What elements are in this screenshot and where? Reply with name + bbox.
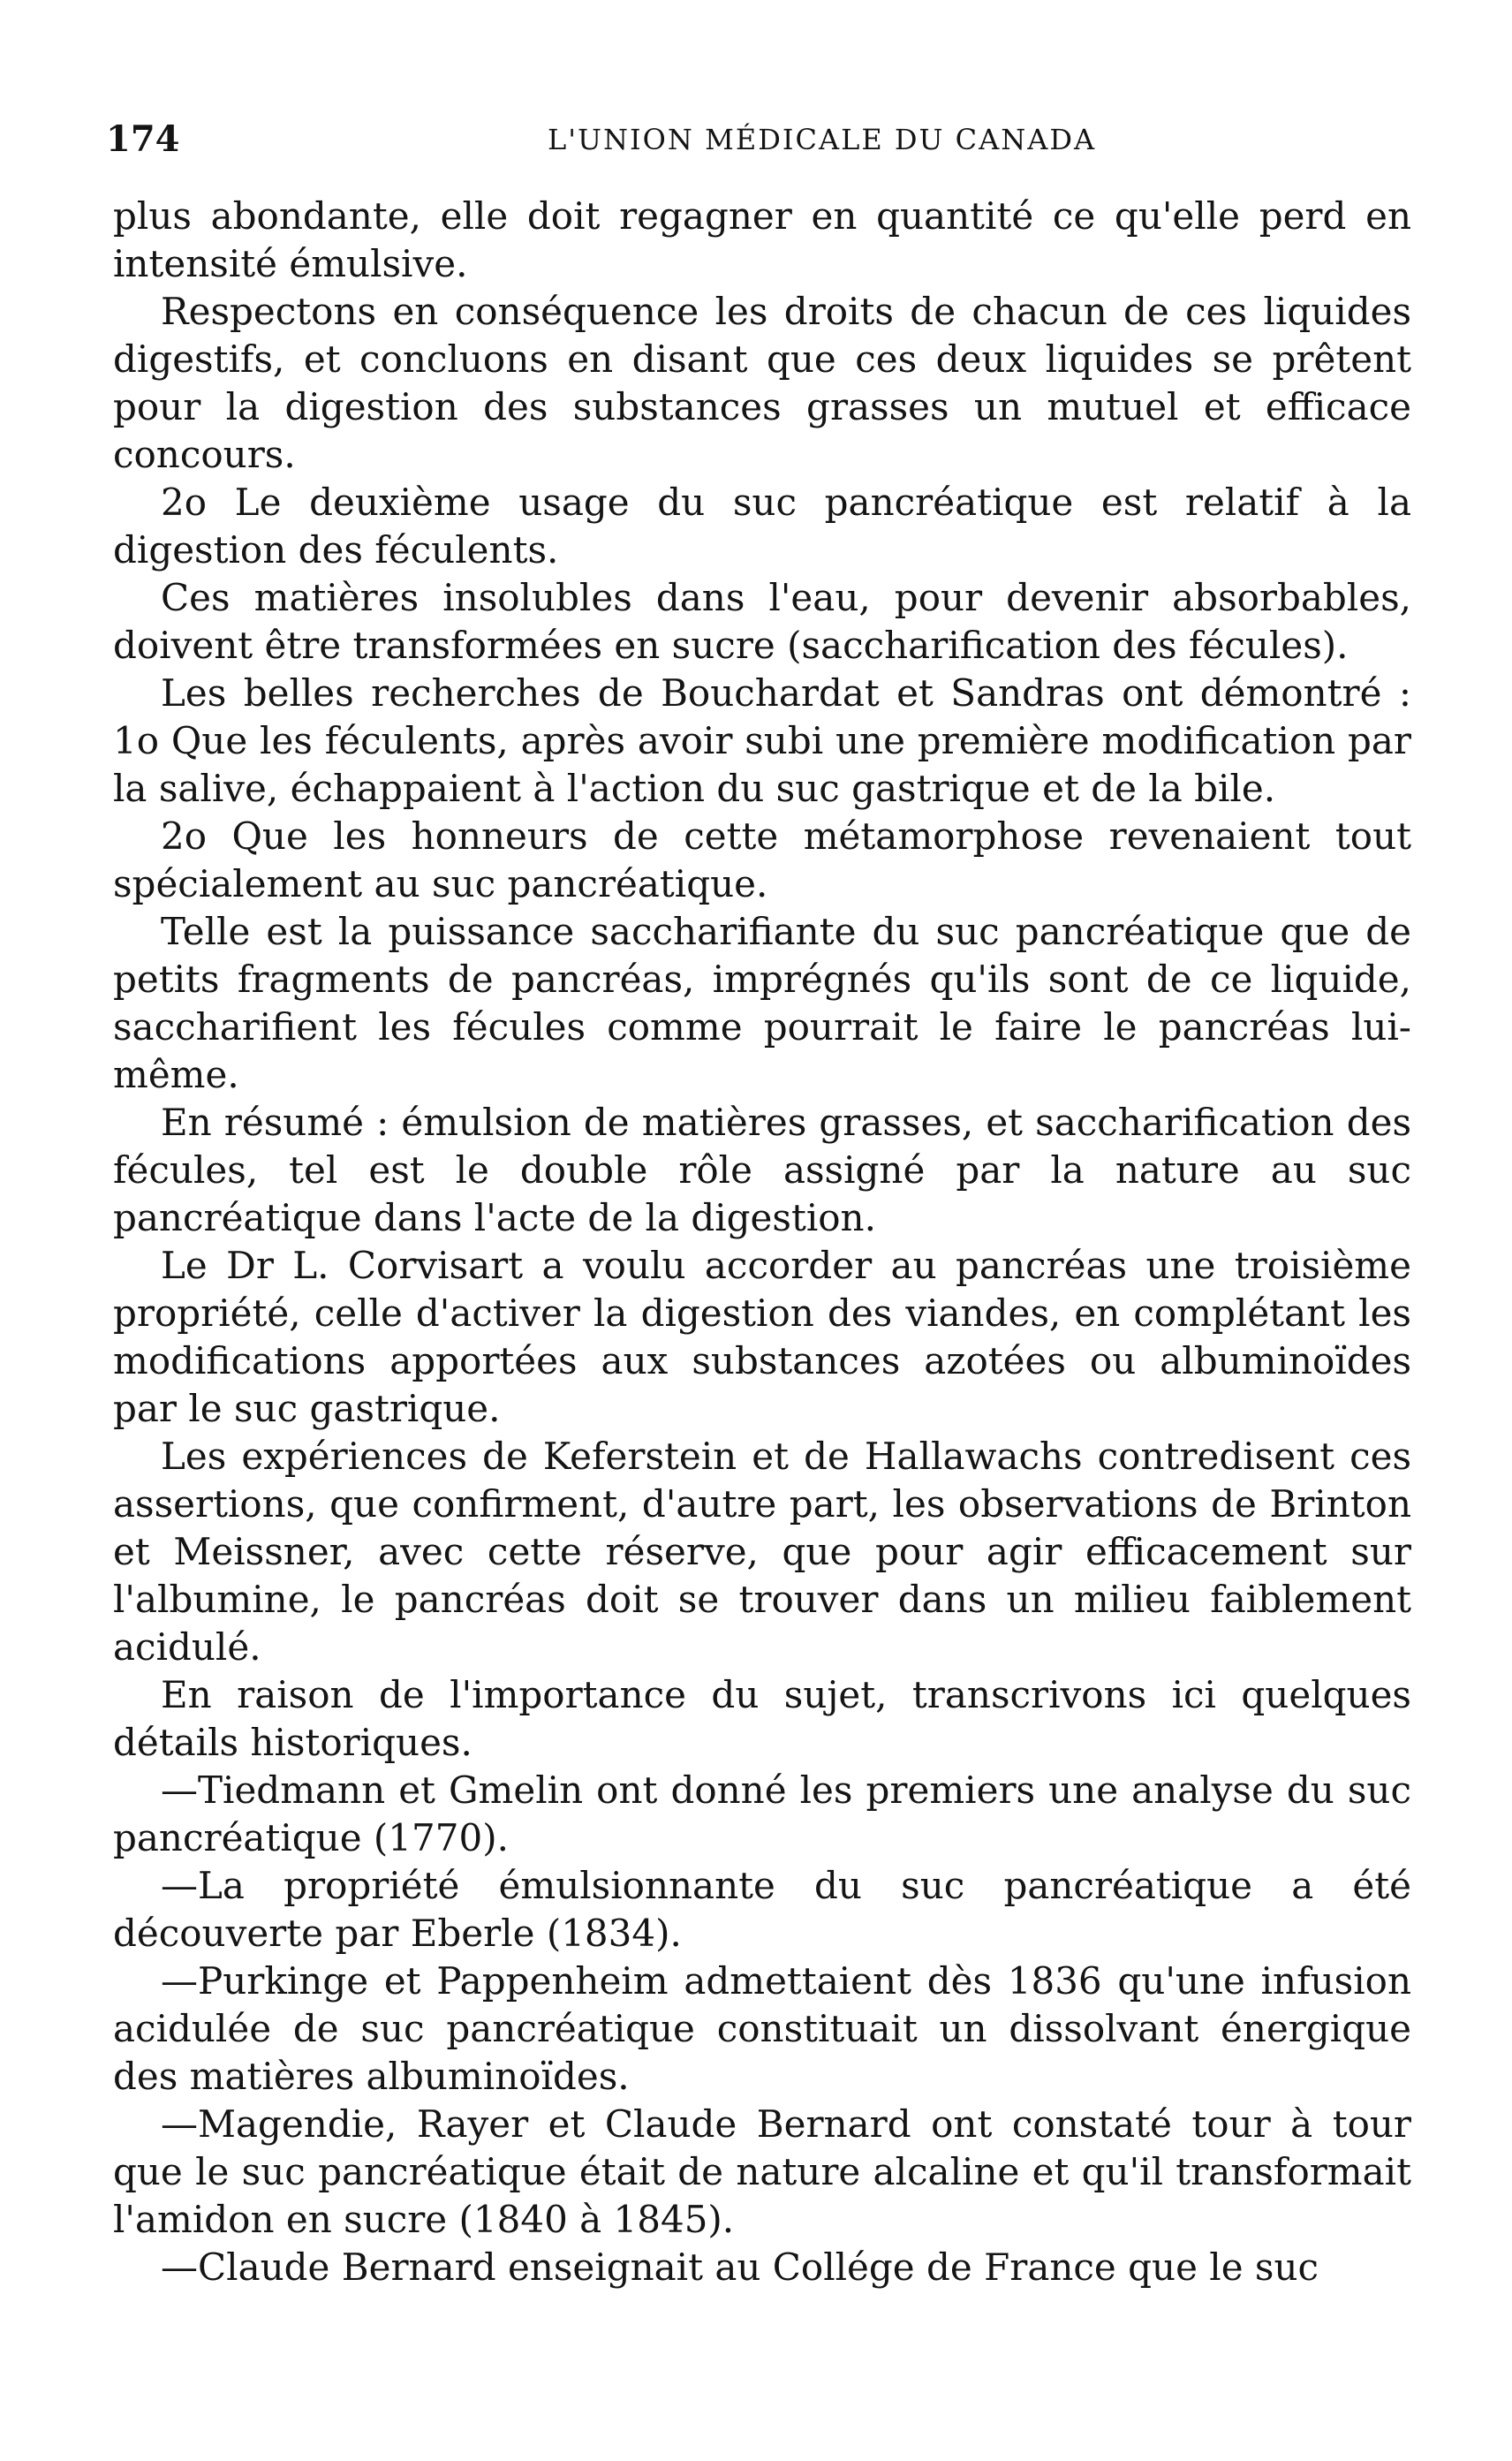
paragraph: —Claude Bernard enseignait au Collége de France que le suc (161, 2245, 1319, 2289)
paragraph: —Magendie, Rayer et Claude Bernard ont constaté tour à tour que le suc pancréatique était de nature alcaline et qu'il transformait l'amidon en sucre (1840 à 1845). (113, 2102, 1411, 2241)
paragraph: 2o Le deuxième usage du suc pancréatique est relatif à la digestion des féculents. (113, 481, 1411, 572)
page-header (106, 113, 1413, 166)
paragraph: —Tiedmann et Gmelin ont donné les premiers une analyse du suc pancréatique (1770). (113, 1768, 1411, 1859)
paragraph: Les belles recherches de Bouchardat et Sandras ont démontré : 1o Que les féculents, après avoir subi une première modification par la salive, échappaient à l'action du suc gastrique et de la bile. (113, 671, 1411, 810)
paragraph: —Purkinge et Pappenheim admettaient dès 1836 qu'une infusion acidulée de suc pancréatique constituait un dissolvant énergique des matières albuminoïdes. (113, 1959, 1411, 2098)
paragraph: Les expériences de Keferstein et de Hallawachs contredisent ces assertions, que confirment, d'autre part, les observations de Brinton et Meissner, avec cette réserve, que pour agir efficacement sur l'albumine, le pancréas doit se trouver dans un milieu faiblement acidulé. (113, 1435, 1411, 1669)
page-number: 174 (106, 118, 180, 160)
paragraph: 2o Que les honneurs de cette métamorphose revenaient tout spécialement au suc pancréatique. (113, 814, 1411, 905)
paragraph: Le Dr L. Corvisart a voulu accorder au pancréas une troisième propriété, celle d'activer la digestion des viandes, en complétant les modifications apportées aux substances azotées ou albuminoïdes par le suc gastrique. (113, 1244, 1411, 1430)
paragraph: Telle est la puissance saccharifiante du suc pancréatique que de petits fragments de pancréas, imprégnés qu'ils sont de ce liquide, saccharifient les fécules comme pourrait le faire le pancréas lui-même. (113, 910, 1411, 1096)
paragraph: En raison de l'importance du sujet, transcrivons ici quelques détails historiques. (113, 1673, 1411, 1764)
paragraph: Ces matières insolubles dans l'eau, pour devenir absorbables, doivent être transformées en sucre (saccharification des fécules). (113, 576, 1411, 667)
paragraph: Respectons en conséquence les droits de chacun de ces liquides digestifs, et concluons en disant que ces deux liquides se prêtent pour la digestion des substances grasses un mutuel et efficace concours. (113, 290, 1411, 476)
paragraph: En résumé : émulsion de matières grasses, et saccharification des fécules, tel est le double rôle assigné par la nature au suc pancréatique dans l'acte de la digestion. (113, 1101, 1411, 1239)
running-title: L'UNION MÉDICALE DU CANADA (548, 123, 1097, 156)
paragraph: —La propriété émulsionnante du suc pancréatique a été découverte par Eberle (1834). (113, 1864, 1411, 1955)
body-text (113, 193, 1411, 2291)
paragraph: plus abondante, elle doit regagner en quantité ce qu'elle perd en intensité émulsive. (113, 194, 1411, 285)
